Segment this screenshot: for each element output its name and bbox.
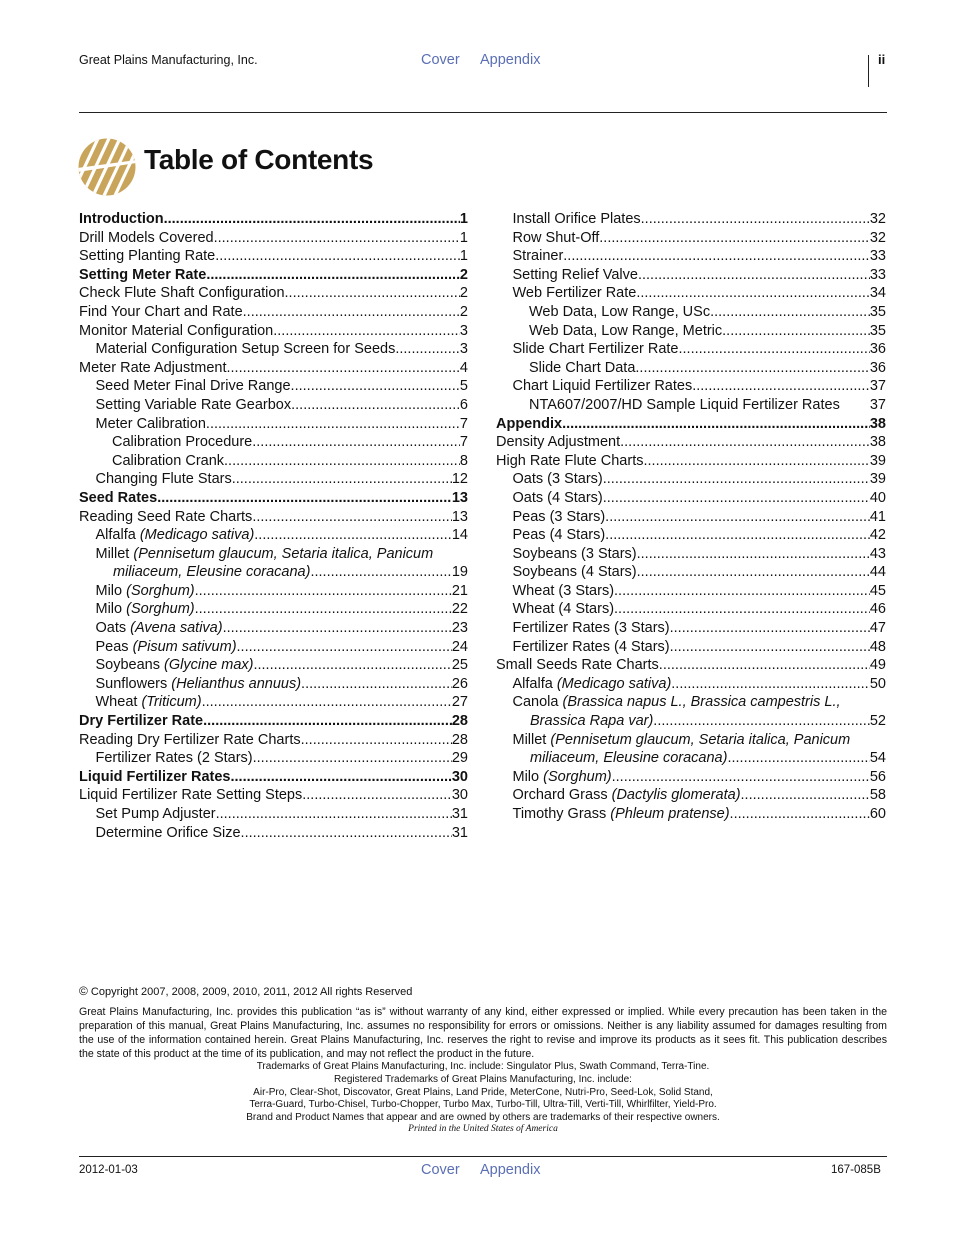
dot-leader — [605, 508, 870, 527]
toc-entry-page: 27 — [451, 694, 468, 711]
toc-entry-page: 40 — [869, 489, 886, 506]
toc-entry[interactable] — [79, 359, 468, 378]
toc-entry-page: 2 — [459, 266, 468, 283]
dot-leader — [741, 786, 870, 805]
dot-leader — [643, 452, 869, 471]
dot-leader — [612, 768, 870, 787]
toc-entry-page: 31 — [451, 806, 468, 822]
dot-leader — [157, 489, 452, 508]
dot-leader — [223, 619, 452, 638]
toc-entry-title: Setting Meter Rate — [79, 266, 207, 283]
toc-entry-title: Fertilizer Rates (4 Stars) — [512, 638, 670, 655]
toc-entry-title: Row Shut-Off — [512, 229, 600, 246]
dot-leader — [605, 526, 870, 545]
toc-entry[interactable] — [79, 526, 468, 545]
toc-entry-title-continued: Brassica Rapa var) — [530, 713, 654, 730]
dot-leader — [679, 340, 870, 359]
toc-entry-page: 37 — [869, 396, 886, 413]
dot-leader — [252, 433, 460, 452]
toc-entry[interactable] — [496, 433, 886, 452]
toc-entry-page: 31 — [451, 824, 468, 841]
toc-entry-title: Wheat (3 Stars) — [512, 582, 615, 599]
toc-entry[interactable] — [79, 675, 468, 694]
great-plains-logo-icon — [78, 138, 136, 196]
toc-entry[interactable] — [496, 693, 886, 730]
dot-leader — [203, 712, 452, 731]
toc-entry[interactable] — [79, 508, 468, 527]
toc-entry-page: 13 — [451, 489, 468, 506]
toc-entry-page: 1 — [459, 211, 468, 227]
printed-in-usa: Printed in the United States of America — [408, 1124, 558, 1134]
toc-entry-title: Check Flute Shaft Configuration — [79, 285, 285, 302]
toc-entry-title: Reading Seed Rate Charts — [79, 508, 253, 525]
toc-entry-page: 4 — [459, 359, 468, 376]
toc-entry[interactable] — [496, 563, 886, 582]
toc-entry[interactable] — [496, 470, 886, 489]
toc-entry-title: Strainer — [512, 248, 564, 265]
dot-leader — [230, 768, 451, 787]
trademarks-line-3: Air-Pro, Clear-Shot, Discovator, Great Plains, Land Pride, MeterCone, Nutri-Pro, Seed-Lok, Solid Stand, — [253, 1087, 713, 1098]
toc-entry[interactable] — [79, 303, 468, 322]
toc-entry-page: 36 — [869, 359, 886, 376]
toc-entry[interactable] — [496, 322, 886, 341]
toc-entry-page: 28 — [451, 713, 468, 730]
toc-entry-title: Fertilizer Rates (2 Stars) — [95, 750, 253, 767]
toc-entry[interactable] — [496, 210, 886, 229]
dot-leader — [653, 712, 870, 731]
company-name: Great Plains Manufacturing, Inc. — [79, 53, 258, 67]
toc-entry-title: Canola (Brassica napus L., Brassica campestris L., — [512, 694, 841, 711]
toc-entry-title: Milo (Sorghum) — [512, 768, 612, 785]
toc-entry-title: Web Fertilizer Rate — [512, 285, 637, 302]
toc-entry-title: Web Data, Low Range, Metric — [529, 322, 723, 339]
toc-entry-page: 37 — [869, 378, 886, 395]
page-number: ii — [878, 52, 886, 67]
dot-leader — [722, 322, 870, 341]
dot-leader — [285, 284, 460, 303]
dot-leader — [164, 210, 460, 229]
toc-entry[interactable] — [496, 396, 886, 415]
toc-entry[interactable] — [79, 545, 468, 582]
disclaimer-text: Great Plains Manufacturing, Inc. provides this publication “as is” without warranty of any kind, either expressed or implied. While every precaution has been taken in the preparation of this manual, Great Plains Manufacturing, Inc. assumes no responsibility for errors or omissions. Neither is any liability assumed for damages resulting from the use of the information contained herein. Great Plains Manufacturing, Inc. reserves the right to revise and improve its products as it sees fit. This publication describes the state of this product at the time of its publication, and may not reflect the product in the future. — [79, 1006, 887, 1061]
toc-entry-title-continued: miliaceum, Eleusine coracana) — [113, 564, 311, 581]
toc-entry-page: 52 — [869, 713, 886, 730]
dot-leader — [243, 303, 460, 322]
toc-entry[interactable] — [496, 377, 886, 396]
toc-entry-title: Calibration Procedure — [112, 434, 253, 451]
toc-entry-title: Density Adjustment — [496, 434, 621, 451]
dot-leader — [692, 377, 870, 396]
toc-entry[interactable] — [79, 582, 468, 601]
toc-entry-page: 54 — [869, 750, 886, 767]
dot-leader — [241, 824, 452, 843]
toc-entry-title: Seed Meter Final Drive Range — [95, 378, 291, 395]
toc-entry-page: 33 — [869, 266, 886, 283]
toc-entry[interactable] — [79, 415, 468, 434]
toc-entry[interactable] — [496, 638, 886, 657]
footer-cover-link[interactable]: Cover — [421, 1162, 460, 1178]
toc-entry[interactable] — [496, 284, 886, 303]
toc-entry[interactable] — [79, 452, 468, 471]
toc-entry[interactable] — [496, 452, 886, 471]
trademarks-line-4: Terra-Guard, Turbo-Chisel, Turbo-Chopper, Turbo Max, Turbo-Till, Ultra-Till, Verti-Till, Whirlfilter, Yield-Pro. — [249, 1099, 717, 1110]
toc-entry-title: Milo (Sorghum) — [95, 601, 195, 618]
toc-left-column — [79, 210, 468, 842]
toc-entry-title: Monitor Material Configuration — [79, 322, 274, 339]
toc-entry-title: Wheat (Triticum) — [95, 694, 202, 711]
toc-entry-page: 30 — [451, 787, 468, 804]
toc-entry[interactable] — [496, 508, 886, 527]
toc-entry[interactable] — [79, 433, 468, 452]
document-number: 167-085B — [831, 1164, 881, 1176]
toc-entry-title: Introduction — [79, 211, 164, 227]
dot-leader — [291, 377, 460, 396]
dot-leader — [216, 805, 452, 824]
toc-entry-title: Appendix — [496, 415, 563, 432]
toc-entry[interactable] — [79, 396, 468, 415]
toc-entry-page: 38 — [869, 415, 886, 432]
toc-entry[interactable] — [496, 768, 886, 787]
trademarks-line-1: Trademarks of Great Plains Manufacturing, Inc. include: Singulator Plus, Swath Command, Terra-Tine. — [256, 1061, 710, 1072]
toc-entry[interactable] — [79, 489, 468, 508]
toc-entry-title: Soybeans (3 Stars) — [512, 545, 637, 562]
toc-entry-page: 12 — [451, 471, 468, 488]
dot-leader — [301, 731, 452, 750]
toc-entry-title: Chart Liquid Fertilizer Rates — [512, 378, 693, 395]
toc-entry-page: 25 — [451, 657, 468, 674]
dot-leader — [195, 600, 452, 619]
toc-entry-page: 47 — [869, 620, 886, 637]
toc-entry-title: Fertilizer Rates (3 Stars) — [512, 620, 670, 637]
toc-entry-page: 39 — [869, 452, 886, 469]
toc-entry-title: Millet (Pennisetum glaucum, Setaria italica, Panicum — [95, 545, 434, 562]
toc-entry[interactable] — [79, 712, 468, 731]
toc-entry-title: Set Pump Adjuster — [95, 806, 216, 822]
toc-right-column — [496, 210, 886, 824]
toc-entry[interactable] — [79, 786, 468, 805]
dot-leader — [599, 229, 870, 248]
toc-entry[interactable] — [496, 526, 886, 545]
footer-appendix-link[interactable]: Appendix — [480, 1162, 541, 1178]
toc-entry-title: Calibration Crank — [112, 452, 225, 469]
toc-entry-title: Slide Chart Fertilizer Rate — [512, 341, 679, 358]
toc-entry[interactable] — [79, 693, 468, 712]
dot-leader — [206, 266, 460, 285]
toc-entry[interactable] — [496, 415, 886, 434]
toc-entry-title: Orchard Grass (Dactylis glomerata) — [512, 787, 741, 804]
toc-entry-page: 1 — [459, 248, 468, 265]
dot-leader — [202, 693, 452, 712]
dot-leader — [614, 600, 870, 619]
toc-entry[interactable] — [79, 600, 468, 619]
dot-leader — [254, 526, 452, 545]
dot-leader — [253, 749, 452, 768]
dot-leader — [730, 805, 870, 824]
toc-entry[interactable] — [79, 824, 468, 843]
toc-entry-page: 36 — [869, 341, 886, 358]
toc-entry-title: Liquid Fertilizer Rate Setting Steps — [79, 787, 303, 804]
toc-entry-page: 3 — [459, 341, 468, 358]
toc-entry-page: 2 — [459, 303, 468, 320]
copyright-symbol: © — [79, 984, 88, 998]
toc-entry[interactable] — [79, 731, 468, 750]
toc-entry[interactable] — [496, 266, 886, 285]
toc-entry-page: 34 — [869, 285, 886, 302]
toc-entry-page: 33 — [869, 248, 886, 265]
toc-entry[interactable] — [79, 768, 468, 787]
dot-leader — [237, 638, 452, 657]
toc-entry-page: 7 — [459, 434, 468, 451]
toc-entry-title: Reading Dry Fertilizer Rate Charts — [79, 731, 301, 748]
toc-entry-page: 32 — [869, 229, 886, 246]
toc-entry-page: 21 — [451, 582, 468, 599]
dot-leader — [310, 563, 451, 582]
dot-leader — [636, 284, 870, 303]
toc-entry-title: Setting Relief Valve — [512, 266, 638, 283]
toc-entry-title: Timothy Grass (Phleum pratense) — [512, 806, 730, 822]
toc-entry-title: Slide Chart Data — [529, 359, 636, 376]
dot-leader — [603, 489, 870, 508]
dot-leader — [252, 508, 452, 527]
copyright-notice: © Copyright 2007, 2008, 2009, 2010, 2011, 2012 All rights Reserved — [79, 984, 413, 998]
toc-entry[interactable] — [79, 749, 468, 768]
toc-entry-title: Alfalfa (Medicago sativa) — [512, 675, 672, 692]
dot-leader — [215, 247, 460, 266]
dot-leader — [224, 452, 460, 471]
header-rule — [79, 112, 887, 113]
toc-entry-page: 26 — [451, 675, 468, 692]
toc-entry-page: 22 — [451, 601, 468, 618]
dot-leader — [670, 619, 870, 638]
footer-date: 2012-01-03 — [79, 1164, 138, 1176]
toc-entry[interactable] — [496, 619, 886, 638]
toc-entry-page: 42 — [869, 527, 886, 544]
dot-leader — [206, 415, 460, 434]
toc-entry[interactable] — [79, 470, 468, 489]
toc-entry-title: Meter Rate Adjustment — [79, 359, 227, 376]
toc-entry[interactable] — [496, 656, 886, 675]
toc-entry-title: Web Data, Low Range, USc — [529, 303, 711, 320]
dot-leader — [641, 210, 870, 229]
toc-entry-title: Find Your Chart and Rate — [79, 303, 243, 320]
toc-entry-title: Soybeans (Glycine max) — [95, 657, 254, 674]
toc-entry-title: Peas (4 Stars) — [512, 527, 606, 544]
dot-leader — [395, 340, 460, 359]
toc-entry[interactable] — [79, 210, 468, 229]
toc-entry-title: Determine Orifice Size — [95, 824, 241, 841]
toc-entry-page: 41 — [869, 508, 886, 525]
dot-leader — [710, 303, 870, 322]
dot-leader — [637, 563, 870, 582]
appendix-link[interactable]: Appendix — [480, 52, 541, 68]
toc-entry[interactable] — [496, 786, 886, 805]
toc-entry-page: 3 — [459, 322, 468, 339]
dot-leader — [273, 322, 460, 341]
toc-entry-page: 35 — [869, 303, 886, 320]
toc-entry[interactable] — [496, 247, 886, 266]
toc-entry-title: Oats (Avena sativa) — [95, 620, 223, 637]
header-divider — [868, 55, 869, 87]
toc-entry-page: 35 — [869, 322, 886, 339]
cover-link[interactable]: Cover — [421, 52, 460, 68]
toc-entry-page: 2 — [459, 285, 468, 302]
toc-entry-page: 48 — [869, 638, 886, 655]
toc-entry-page: 43 — [869, 545, 886, 562]
toc-entry-page: 23 — [451, 620, 468, 637]
dot-leader — [638, 266, 870, 285]
dot-leader — [603, 470, 870, 489]
toc-entry-title: Liquid Fertilizer Rates — [79, 768, 231, 785]
toc-entry[interactable] — [496, 805, 886, 824]
toc-entry[interactable] — [79, 229, 468, 248]
toc-entry[interactable] — [79, 377, 468, 396]
toc-entry[interactable] — [79, 247, 468, 266]
toc-entry-page: 14 — [451, 527, 468, 544]
dot-leader — [614, 582, 870, 601]
trademarks-line-2: Registered Trademarks of Great Plains Manufacturing, Inc. include: — [334, 1074, 632, 1085]
toc-entry[interactable] — [79, 284, 468, 303]
dot-leader — [301, 675, 452, 694]
toc-entry-title: NTA607/2007/HD Sample Liquid Fertilizer Rates — [529, 396, 840, 413]
toc-entry-title-continued: miliaceum, Eleusine coracana) — [530, 750, 728, 767]
toc-entry[interactable] — [496, 582, 886, 601]
toc-entry-title: Milo (Sorghum) — [95, 582, 195, 599]
dot-leader — [227, 359, 460, 378]
toc-entry-title: Drill Models Covered — [79, 229, 214, 246]
toc-entry-title: Sunflowers (Helianthus annuus) — [95, 675, 302, 692]
toc-entry[interactable] — [496, 545, 886, 564]
toc-entry-page: 50 — [869, 675, 886, 692]
toc-entry-title: Dry Fertilizer Rate — [79, 713, 204, 730]
toc-entry[interactable] — [496, 359, 886, 378]
toc-entry-title: Oats (3 Stars) — [512, 471, 603, 488]
toc-entry-title: Millet (Pennisetum glaucum, Setaria italica, Panicum — [512, 731, 851, 748]
dot-leader — [659, 656, 870, 675]
toc-entry-page: 5 — [459, 378, 468, 395]
dot-leader — [635, 359, 869, 378]
toc-entry-page: 7 — [459, 415, 468, 432]
toc-entry[interactable] — [79, 805, 468, 824]
dot-leader — [637, 545, 870, 564]
toc-entry[interactable] — [79, 322, 468, 341]
toc-entry[interactable] — [79, 266, 468, 285]
toc-entry-title: Alfalfa (Medicago sativa) — [95, 527, 255, 544]
dot-leader — [670, 638, 870, 657]
toc-entry-title: Wheat (4 Stars) — [512, 601, 615, 618]
toc-entry[interactable] — [496, 489, 886, 508]
dot-leader — [727, 749, 869, 768]
toc-entry[interactable] — [496, 731, 886, 768]
toc-entry-page: 60 — [869, 806, 886, 822]
toc-entry-title: Peas (3 Stars) — [512, 508, 606, 525]
toc-entry-page: 30 — [451, 768, 468, 785]
toc-entry-page: 49 — [869, 657, 886, 674]
dot-leader — [620, 433, 870, 452]
dot-leader — [291, 396, 460, 415]
toc-entry-page: 28 — [451, 731, 468, 748]
toc-entry-page: 39 — [869, 471, 886, 488]
toc-entry-title: Material Configuration Setup Screen for Seeds — [95, 341, 396, 358]
toc-entry-page: 44 — [869, 564, 886, 581]
toc-entry-page: 38 — [869, 434, 886, 451]
toc-entry-title: Setting Variable Rate Gearbox — [95, 396, 292, 413]
toc-entry-page: 19 — [451, 564, 468, 581]
dot-leader — [253, 656, 451, 675]
toc-entry[interactable] — [496, 303, 886, 322]
toc-entry-page: 8 — [459, 452, 468, 469]
dot-leader — [563, 247, 870, 266]
toc-entry-page: 32 — [869, 211, 886, 227]
dot-leader — [671, 675, 870, 694]
toc-entry-page: 58 — [869, 787, 886, 804]
toc-entry-page: 1 — [459, 229, 468, 246]
dot-leader — [195, 582, 452, 601]
toc-entry-title: Seed Rates — [79, 489, 158, 506]
page-title: Table of Contents — [144, 144, 374, 175]
toc-entry-title: Peas (Pisum sativum) — [95, 638, 237, 655]
toc-entry-title: Soybeans (4 Stars) — [512, 564, 637, 581]
dot-leader — [214, 229, 460, 248]
toc-entry-title: Meter Calibration — [95, 415, 206, 432]
toc-entry[interactable] — [496, 229, 886, 248]
toc-entry[interactable] — [79, 638, 468, 657]
dot-leader — [302, 786, 452, 805]
toc-entry-title: Changing Flute Stars — [95, 471, 232, 488]
toc-entry[interactable] — [79, 619, 468, 638]
toc-entry-page: 46 — [869, 601, 886, 618]
toc-entry-title: Install Orifice Plates — [512, 211, 641, 227]
toc-entry[interactable] — [496, 600, 886, 619]
toc-entry[interactable] — [79, 340, 468, 359]
toc-entry[interactable] — [496, 675, 886, 694]
dot-leader — [232, 470, 452, 489]
toc-entry-page: 29 — [451, 750, 468, 767]
toc-entry-title: Setting Planting Rate — [79, 248, 216, 265]
toc-entry-page: 56 — [869, 768, 886, 785]
toc-entry-page: 45 — [869, 582, 886, 599]
trademarks-line-5: Brand and Product Names that appear and are owned by others are trademarks of their respective owners. — [246, 1112, 720, 1123]
toc-entry-page: 24 — [451, 638, 468, 655]
toc-entry[interactable] — [79, 656, 468, 675]
toc-entry-title: Oats (4 Stars) — [512, 489, 603, 506]
toc-entry-page: 13 — [451, 508, 468, 525]
toc-entry[interactable] — [496, 340, 886, 359]
toc-entry-title: Small Seeds Rate Charts — [496, 657, 659, 674]
toc-entry-title: High Rate Flute Charts — [496, 452, 644, 469]
toc-entry-page: 6 — [459, 396, 468, 413]
dot-leader — [562, 415, 870, 434]
footer-rule — [79, 1156, 887, 1157]
